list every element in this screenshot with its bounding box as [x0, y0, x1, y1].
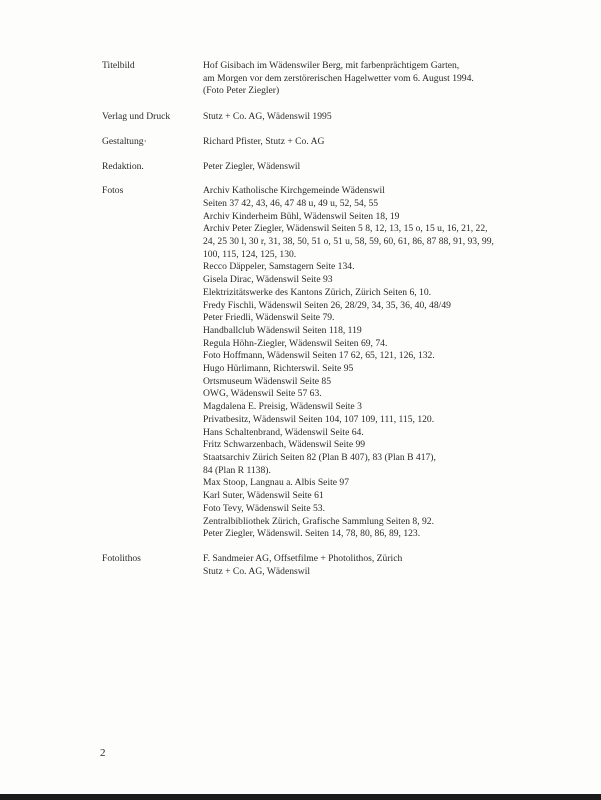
photo-credit-line: Max Stoop, Langnau a. Albis Seite 97: [203, 477, 350, 489]
photo-credit-line: Recco Däppeler, Samstagern Seite 134.: [203, 261, 355, 273]
photo-credit-line: Regula Höhn-Ziegler, Wädenswil Seiten 69, 74.: [203, 337, 388, 349]
page-number: 2: [100, 747, 106, 759]
caption-line: Hof Gisibach im Wädenswiler Berg, mit farbenprächtigem Garten,: [203, 60, 460, 71]
fotos-label: Fotos: [102, 185, 124, 197]
fotolithos-value: [203, 553, 572, 578]
verlag-value: Stutz + Co. AG, Wädenswil 1995: [203, 111, 332, 123]
photo-credit-line: Archiv Kinderheim Bühl, Wädenswil Seiten 18, 19: [203, 210, 400, 222]
photo-credit-line: Archiv Katholische Kirchgemeinde Wädenswil: [203, 185, 385, 197]
photo-credit-line: Hans Schaltenbrand, Wädenswil Seite 64.: [203, 426, 364, 438]
gestaltung-entry: [102, 136, 572, 149]
fotolithos-label: Fotolithos: [102, 552, 141, 564]
caption-line: (Foto Peter Ziegler): [203, 85, 280, 97]
photo-credit-line: Karl Suter, Wädenswil Seite 61: [203, 490, 324, 502]
verlag-entry: [102, 111, 572, 124]
titelbild-label: Titelbild: [102, 60, 135, 71]
photo-credit-line: Foto Hoffmann, Wädenswil Seiten 17 62, 65, 121, 126, 132.: [203, 350, 435, 362]
redaktion-value: Peter Ziegler, Wädenswil: [203, 160, 301, 172]
page-edge: [0, 794, 601, 800]
photo-credit-line: Peter Ziegler, Wädenswil. Seiten 14, 78, 80, 86, 89, 123.: [203, 528, 421, 540]
photo-credit-line: Magdalena E. Preisig, Wädenswil Seite 3: [203, 401, 362, 413]
redaktion-entry: [102, 161, 572, 174]
photo-credit-line: Zentralbibliothek Zürich, Grafische Sammlung Seiten 8, 92.: [203, 515, 434, 527]
photo-credit-line: OWG, Wädenswil Seite 57 63.: [203, 388, 322, 400]
photo-credit-line: Privatbesitz, Wädenswil Seiten 104, 107 109, 111, 115, 120.: [203, 413, 435, 425]
photo-credit-line: Foto Tevy, Wädenswil Seite 53.: [203, 502, 325, 514]
caption-line: am Morgen vor dem zerstörerischen Hagelwetter vom 6. August 1994.: [203, 72, 474, 84]
photo-credit-line: 84 (Plan R 1138).: [203, 464, 271, 476]
gestaltung-label: Gestaltung·: [102, 135, 147, 147]
fotolithos-line: Stutz + Co. AG, Wädenswil: [203, 565, 311, 577]
colophon: [102, 60, 572, 578]
photo-credit-line: Fritz Schwarzenbach, Wädenswil Seite 99: [203, 439, 366, 451]
photo-credit-line: Ortsmuseum Wädenswil Seite 85: [203, 375, 331, 387]
photo-credit-line: Peter Friedli, Wädenswil Seite 79.: [203, 312, 335, 324]
redaktion-label: Redaktion.: [102, 160, 144, 172]
fotos-entry: [102, 185, 572, 541]
photo-credit-line: Gisela Dirac, Wädenswil Seite 93: [203, 274, 333, 286]
fotos-credits: [203, 185, 572, 541]
photo-credit-line: Fredy Fischli, Wädenswil Seiten 26, 28/29, 34, 35, 36, 40, 48/49: [203, 299, 451, 311]
gestaltung-value: Richard Pfister, Stutz + Co. AG: [203, 135, 325, 147]
photo-credit-line: 100, 115, 124, 125, 130.: [203, 248, 297, 260]
photo-credit-line: Handballclub Wädenswil Seiten 118, 119: [203, 324, 362, 336]
photo-credit-line: Elektrizitätswerke des Kantons Zürich, Zürich Seiten 6, 10.: [203, 286, 432, 298]
photo-credit-line: 24, 25 30 l, 30 r, 31, 38, 50, 51 o, 51 u, 58, 59, 60, 61, 86, 87 88, 91, 93, 99,: [203, 236, 494, 248]
photo-credit-line: Seiten 37 42, 43, 46, 47 48 u, 49 u, 52, 54, 55: [203, 197, 379, 209]
verlag-label: Verlag und Druck: [102, 111, 171, 123]
photo-credit-line: Staatsarchiv Zürich Seiten 82 (Plan B 407), 83 (Plan B 417),: [203, 451, 436, 463]
photo-credit-line: Hugo Hürlimann, Richterswil. Seite 95: [203, 363, 354, 375]
fotolithos-line: F. Sandmeier AG, Offsetfilme + Photolithos, Zürich: [203, 552, 403, 564]
fotolithos-entry: [102, 553, 572, 578]
titelbild-caption: [203, 60, 572, 98]
titelbild-entry: [102, 60, 572, 98]
photo-credit-line: Archiv Peter Ziegler, Wädenswil Seiten 5 8, 12, 13, 15 o, 15 u, 16, 21, 22,: [203, 223, 488, 235]
